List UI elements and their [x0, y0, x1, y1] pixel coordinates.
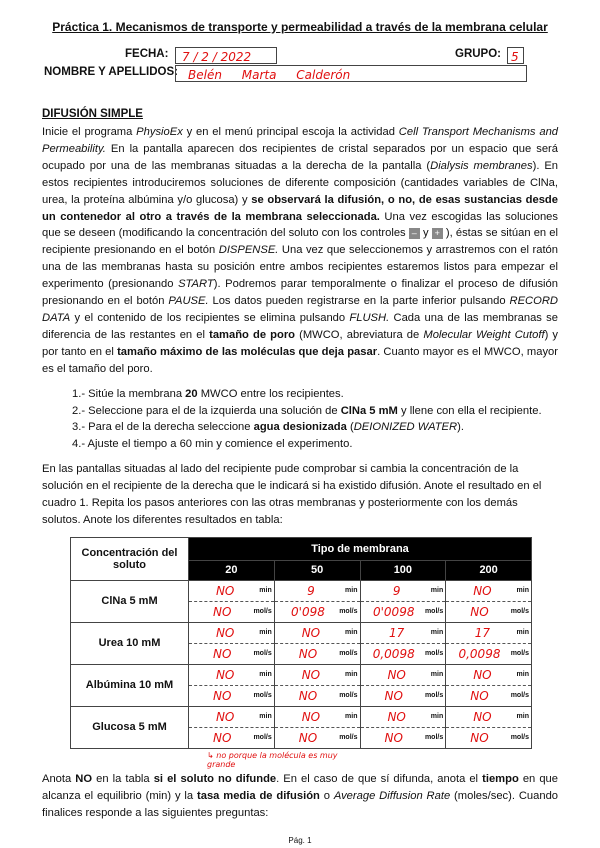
time-cell[interactable] — [360, 622, 446, 643]
rate-cell[interactable] — [274, 727, 360, 748]
handwritten-value: 9 — [392, 583, 401, 598]
time-cell[interactable] — [274, 706, 360, 727]
cell-content — [446, 644, 531, 664]
page-title: Práctica 1. Mecanismos de transporte y permeabilidad a través de la membrana celular — [52, 20, 548, 34]
handwritten-value: NO — [213, 688, 232, 703]
text: agua desionizada — [253, 421, 347, 434]
membrane-header-200: 200 — [446, 560, 532, 580]
cell-content — [275, 728, 360, 748]
text: y llene con ella el recipiente. — [397, 404, 542, 417]
fecha-value: 7 / 2 / 2022 — [182, 50, 252, 64]
cell-content — [275, 623, 360, 643]
document-body — [42, 108, 558, 845]
time-cell[interactable] — [274, 622, 360, 643]
cell-content — [275, 707, 360, 727]
rate-cell[interactable] — [274, 685, 360, 706]
text: Average Diffusion Rate — [333, 789, 451, 802]
unit-label: mol/s — [424, 608, 444, 616]
text: y — [419, 227, 432, 240]
cell-content — [361, 644, 446, 664]
solute-label: Urea 10 mM — [71, 622, 189, 664]
cell-content — [361, 602, 446, 622]
rate-cell[interactable] — [446, 727, 532, 748]
time-cell[interactable] — [446, 706, 532, 727]
text: ( — [346, 421, 354, 434]
text: PhysioEx — [136, 126, 183, 138]
text: DISPENSE. — [218, 244, 279, 257]
handwritten-value: NO — [387, 667, 406, 682]
text: START — [178, 278, 214, 291]
handwritten-value: NO — [298, 688, 318, 703]
text: en la tabla — [92, 772, 154, 785]
unit-label: min — [516, 587, 529, 595]
cell-content — [189, 644, 274, 664]
page-number: Pág. 1 — [288, 835, 312, 845]
time-cell[interactable] — [274, 580, 360, 601]
text: Cada una de las membranas se diferencia de las restantes en el — [42, 311, 558, 341]
unit-label: min — [516, 671, 529, 679]
membrane-header-100: 100 — [360, 560, 446, 580]
cell-content — [361, 581, 446, 601]
text: Dialysis membranes — [430, 159, 533, 172]
closing-paragraph — [42, 771, 558, 822]
section-heading: DIFUSIÓN SIMPLE — [42, 108, 143, 120]
unit-label: min — [259, 671, 272, 679]
unit-label: mol/s — [253, 650, 272, 658]
unit-label: mol/s — [339, 608, 358, 616]
text: Los datos pueden registrarse en la parte inferior pulsando — [208, 295, 510, 308]
handwritten-value: NO — [384, 688, 403, 703]
text: PAUSE. — [168, 295, 209, 308]
text: tamaño máximo de las moléculas que deja pasar — [117, 345, 378, 358]
text: ), éstas se sitúan en el recipiente presionando en el botón — [42, 227, 559, 257]
handwritten-value: NO — [470, 688, 489, 703]
table-row — [71, 622, 532, 643]
handwritten-value: NO — [213, 730, 232, 745]
step-2 — [72, 403, 558, 420]
text: 20 — [185, 387, 198, 400]
handwritten-value: NO — [301, 667, 321, 682]
text: . En el caso de que sí difunda, anota el — [276, 772, 483, 785]
handwritten-value: NO — [473, 583, 492, 598]
text: Molecular Weight Cutoff — [423, 328, 545, 341]
cell-content — [446, 623, 531, 643]
solute-label: Glucosa 5 mM — [71, 706, 189, 748]
unit-label: mol/s — [253, 734, 272, 742]
cell-content — [275, 602, 360, 622]
time-cell[interactable] — [446, 622, 532, 643]
membrane-header-20: 20 — [189, 560, 275, 580]
unit-label: mol/s — [510, 650, 529, 658]
cell-content — [361, 707, 446, 727]
handwritten-value: 17 — [389, 625, 405, 640]
cell-content — [446, 728, 531, 748]
time-cell[interactable] — [446, 580, 532, 601]
text: 2.- Seleccione para el de la izquierda una solución de — [72, 404, 341, 417]
rate-cell[interactable] — [189, 685, 275, 706]
rate-cell[interactable] — [446, 643, 532, 664]
instructions-paragraph: En las pantallas situadas al lado del recipiente pude comprobar si cambia la concentración de la solución en el recipiente de la derecha que le indicará si ha existido difusión. Anote el resultado en el cuadro 1. Repita los pasos anteriores con las otras membranas y posteriormente con los demás solutos. Anote los diferentes resultados en tabla: — [42, 463, 542, 526]
handwritten-value: 0,0098 — [372, 646, 415, 661]
handwritten-value: NO — [298, 730, 318, 745]
cell-content — [446, 665, 531, 685]
text: en que alcanza el equilibrio (min) y la — [42, 772, 558, 802]
unit-label: min — [259, 713, 272, 721]
handwritten-note: ↳ no porque la molécula es muy grande — [207, 750, 338, 769]
unit-label: min — [516, 713, 529, 721]
text: tasa media de difusión — [197, 789, 320, 802]
text: RECORD DATA — [42, 295, 558, 324]
cell-content — [446, 707, 531, 727]
unit-label: mol/s — [424, 650, 444, 658]
text: ) y por tanto en el — [42, 328, 558, 358]
unit-label: mol/s — [253, 608, 272, 616]
cell-content — [189, 623, 274, 643]
handwritten-value: 0'0098 — [372, 604, 415, 619]
text: NO — [75, 772, 93, 785]
solute-label: ClNa 5 mM — [71, 580, 189, 622]
handwritten-value: 0'098 — [291, 604, 325, 619]
unit-label: mol/s — [339, 650, 358, 658]
handwritten-value: NO — [384, 730, 403, 745]
cell-content — [361, 623, 446, 643]
cell-content — [275, 581, 360, 601]
unit-label: mol/s — [424, 692, 444, 700]
cell-content — [189, 602, 274, 622]
text: En la pantalla aparecen dos recipientes de cristal separados por un espacio que será ocupado por una de las membranas situadas a la derecha de la pantalla ( — [42, 142, 558, 172]
unit-label: min — [345, 671, 358, 679]
handwritten-value: NO — [301, 625, 321, 640]
text: o — [319, 789, 334, 802]
text: Una vez que seleccionemos y arrastremos con el ratón una de las membranas hasta su posición entre ambos recipientes estaremos listos para empezar el experimento (presionando — [42, 244, 559, 291]
step-1 — [72, 386, 558, 403]
fecha-field[interactable] — [175, 47, 277, 64]
handwritten-value: NO — [470, 730, 489, 745]
cell-content — [275, 665, 360, 685]
time-cell[interactable] — [360, 580, 446, 601]
grupo-value: 5 — [511, 50, 519, 64]
unit-label: mol/s — [339, 692, 358, 700]
text: 1.- Sitúe la membrana — [72, 387, 186, 400]
handwritten-value: NO — [215, 583, 235, 598]
handwritten-value: NO — [473, 667, 492, 682]
unit-label: min — [516, 629, 529, 637]
rate-cell[interactable] — [360, 601, 446, 622]
nombre-label: NOMBRE Y APELLIDOS: — [44, 66, 178, 78]
unit-label: mol/s — [253, 692, 272, 700]
handwritten-value: NO — [215, 709, 235, 724]
text: Inicie el programa — [42, 126, 137, 138]
step-4: 4.- Ajuste el tiempo a 60 min y comience el experimento. — [72, 438, 353, 451]
nombre-value: Belén Marta Calderón — [188, 68, 351, 82]
text: ). En estos recipientes introduciremos soluciones de diferente composición (cantidades variables de ClNa, urea, la proteína albúmina y/o glucosa) y — [42, 159, 559, 206]
minus-control-icon: – — [409, 228, 420, 239]
handwritten-value: NO — [213, 604, 232, 619]
table-row — [71, 580, 532, 601]
cell-content — [361, 665, 446, 685]
unit-label: min — [345, 713, 358, 721]
cell-content — [189, 686, 274, 706]
cell-content — [189, 581, 274, 601]
unit-label: min — [345, 629, 358, 637]
corner-header: Concentración del soluto — [71, 537, 189, 580]
text: tamaño de poro — [209, 328, 296, 341]
membrane-header-50: 50 — [274, 560, 360, 580]
time-cell[interactable] — [274, 664, 360, 685]
unit-label: min — [430, 587, 444, 595]
cell-content — [275, 686, 360, 706]
membrane-group-header: Tipo de membrana — [189, 537, 532, 560]
handwritten-value: 0,0098 — [458, 646, 501, 661]
text: (MWCO, abreviatura de — [295, 328, 424, 341]
plus-control-icon: + — [432, 228, 443, 239]
handwritten-value: NO — [298, 646, 318, 661]
cell-content — [189, 707, 274, 727]
time-cell[interactable] — [360, 706, 446, 727]
text: 3.- Para el de la derecha seleccione — [72, 421, 254, 434]
time-cell[interactable] — [189, 664, 275, 685]
text: . Cuanto mayor es el MWCO, mayor es el tamaño del poro. — [42, 345, 558, 375]
grupo-field[interactable] — [507, 47, 524, 64]
text: y el contenido de los recipientes se elimina pulsando — [70, 311, 350, 324]
unit-label: min — [430, 713, 444, 721]
results-table — [70, 537, 532, 749]
cell-content — [361, 728, 446, 748]
intro-paragraph — [42, 124, 558, 378]
steps-list — [72, 386, 558, 454]
text: tiempo — [482, 772, 519, 785]
nombre-field[interactable] — [175, 65, 527, 82]
fecha-label: FECHA: — [125, 48, 169, 60]
cell-content — [446, 686, 531, 706]
time-cell[interactable] — [360, 664, 446, 685]
unit-label: mol/s — [339, 734, 358, 742]
unit-label: min — [430, 629, 444, 637]
rate-cell[interactable] — [360, 643, 446, 664]
handwritten-value: NO — [387, 709, 406, 724]
time-cell[interactable] — [189, 706, 275, 727]
grupo-label: GRUPO: — [455, 48, 501, 60]
handwritten-value: 17 — [474, 625, 491, 640]
cell-content — [446, 602, 531, 622]
table-row — [71, 706, 532, 727]
unit-label: min — [430, 671, 444, 679]
handwritten-value: NO — [470, 604, 489, 619]
text: DEIONIZED WATER — [353, 421, 458, 434]
unit-label: min — [259, 587, 272, 595]
rate-cell[interactable] — [189, 601, 275, 622]
text: Una vez escogidas las soluciones que se deseen (modificando la concentración del soluto con los controles — [42, 210, 558, 240]
handwritten-value: NO — [301, 709, 321, 724]
rate-cell[interactable] — [274, 601, 360, 622]
solute-label: Albúmina 10 mM — [71, 664, 189, 706]
rate-cell[interactable] — [189, 643, 275, 664]
rate-cell[interactable] — [360, 685, 446, 706]
rate-cell[interactable] — [446, 685, 532, 706]
rate-cell[interactable] — [189, 727, 275, 748]
time-cell[interactable] — [189, 622, 275, 643]
rate-cell[interactable] — [274, 643, 360, 664]
unit-label: mol/s — [510, 692, 529, 700]
handwritten-value: 9 — [307, 583, 315, 598]
unit-label: mol/s — [510, 608, 529, 616]
text: Cell Transport Mechanisms and Permeability. — [42, 126, 559, 155]
handwritten-value: NO — [213, 646, 232, 661]
text: si el soluto no difunde — [153, 772, 277, 785]
cell-content — [189, 728, 274, 748]
time-cell[interactable] — [446, 664, 532, 685]
unit-label: min — [259, 629, 272, 637]
text: y en el menú principal escoja la actividad — [182, 126, 399, 138]
text: ). Podremos parar temporalmente o finalizar el proceso de difusión presionando en el botón — [42, 278, 558, 308]
text: ClNa 5 mM — [340, 404, 398, 417]
cell-content — [446, 581, 531, 601]
cell-content — [189, 665, 274, 685]
unit-label: mol/s — [510, 734, 529, 742]
unit-label: min — [345, 587, 358, 595]
handwritten-value: NO — [215, 625, 235, 640]
step-3 — [72, 419, 558, 436]
handwritten-value: NO — [473, 709, 492, 724]
cell-content — [275, 644, 360, 664]
unit-label: mol/s — [424, 734, 444, 742]
cell-content — [361, 686, 446, 706]
text: ). — [457, 421, 464, 434]
text: (moles/sec). Cuando finalices responde a las siguientes preguntas: — [42, 789, 559, 819]
table-row — [71, 664, 532, 685]
rate-cell[interactable] — [360, 727, 446, 748]
time-cell[interactable] — [189, 580, 275, 601]
handwritten-value: NO — [215, 667, 235, 682]
text: Anota — [42, 772, 76, 785]
text: MWCO entre los recipientes. — [197, 387, 344, 400]
text: FLUSH. — [349, 311, 390, 324]
rate-cell[interactable] — [446, 601, 532, 622]
text: se observará la difusión, o no, de esas sustancias desde un contenedor al otro a través de la membrana seleccionada. — [42, 193, 558, 223]
